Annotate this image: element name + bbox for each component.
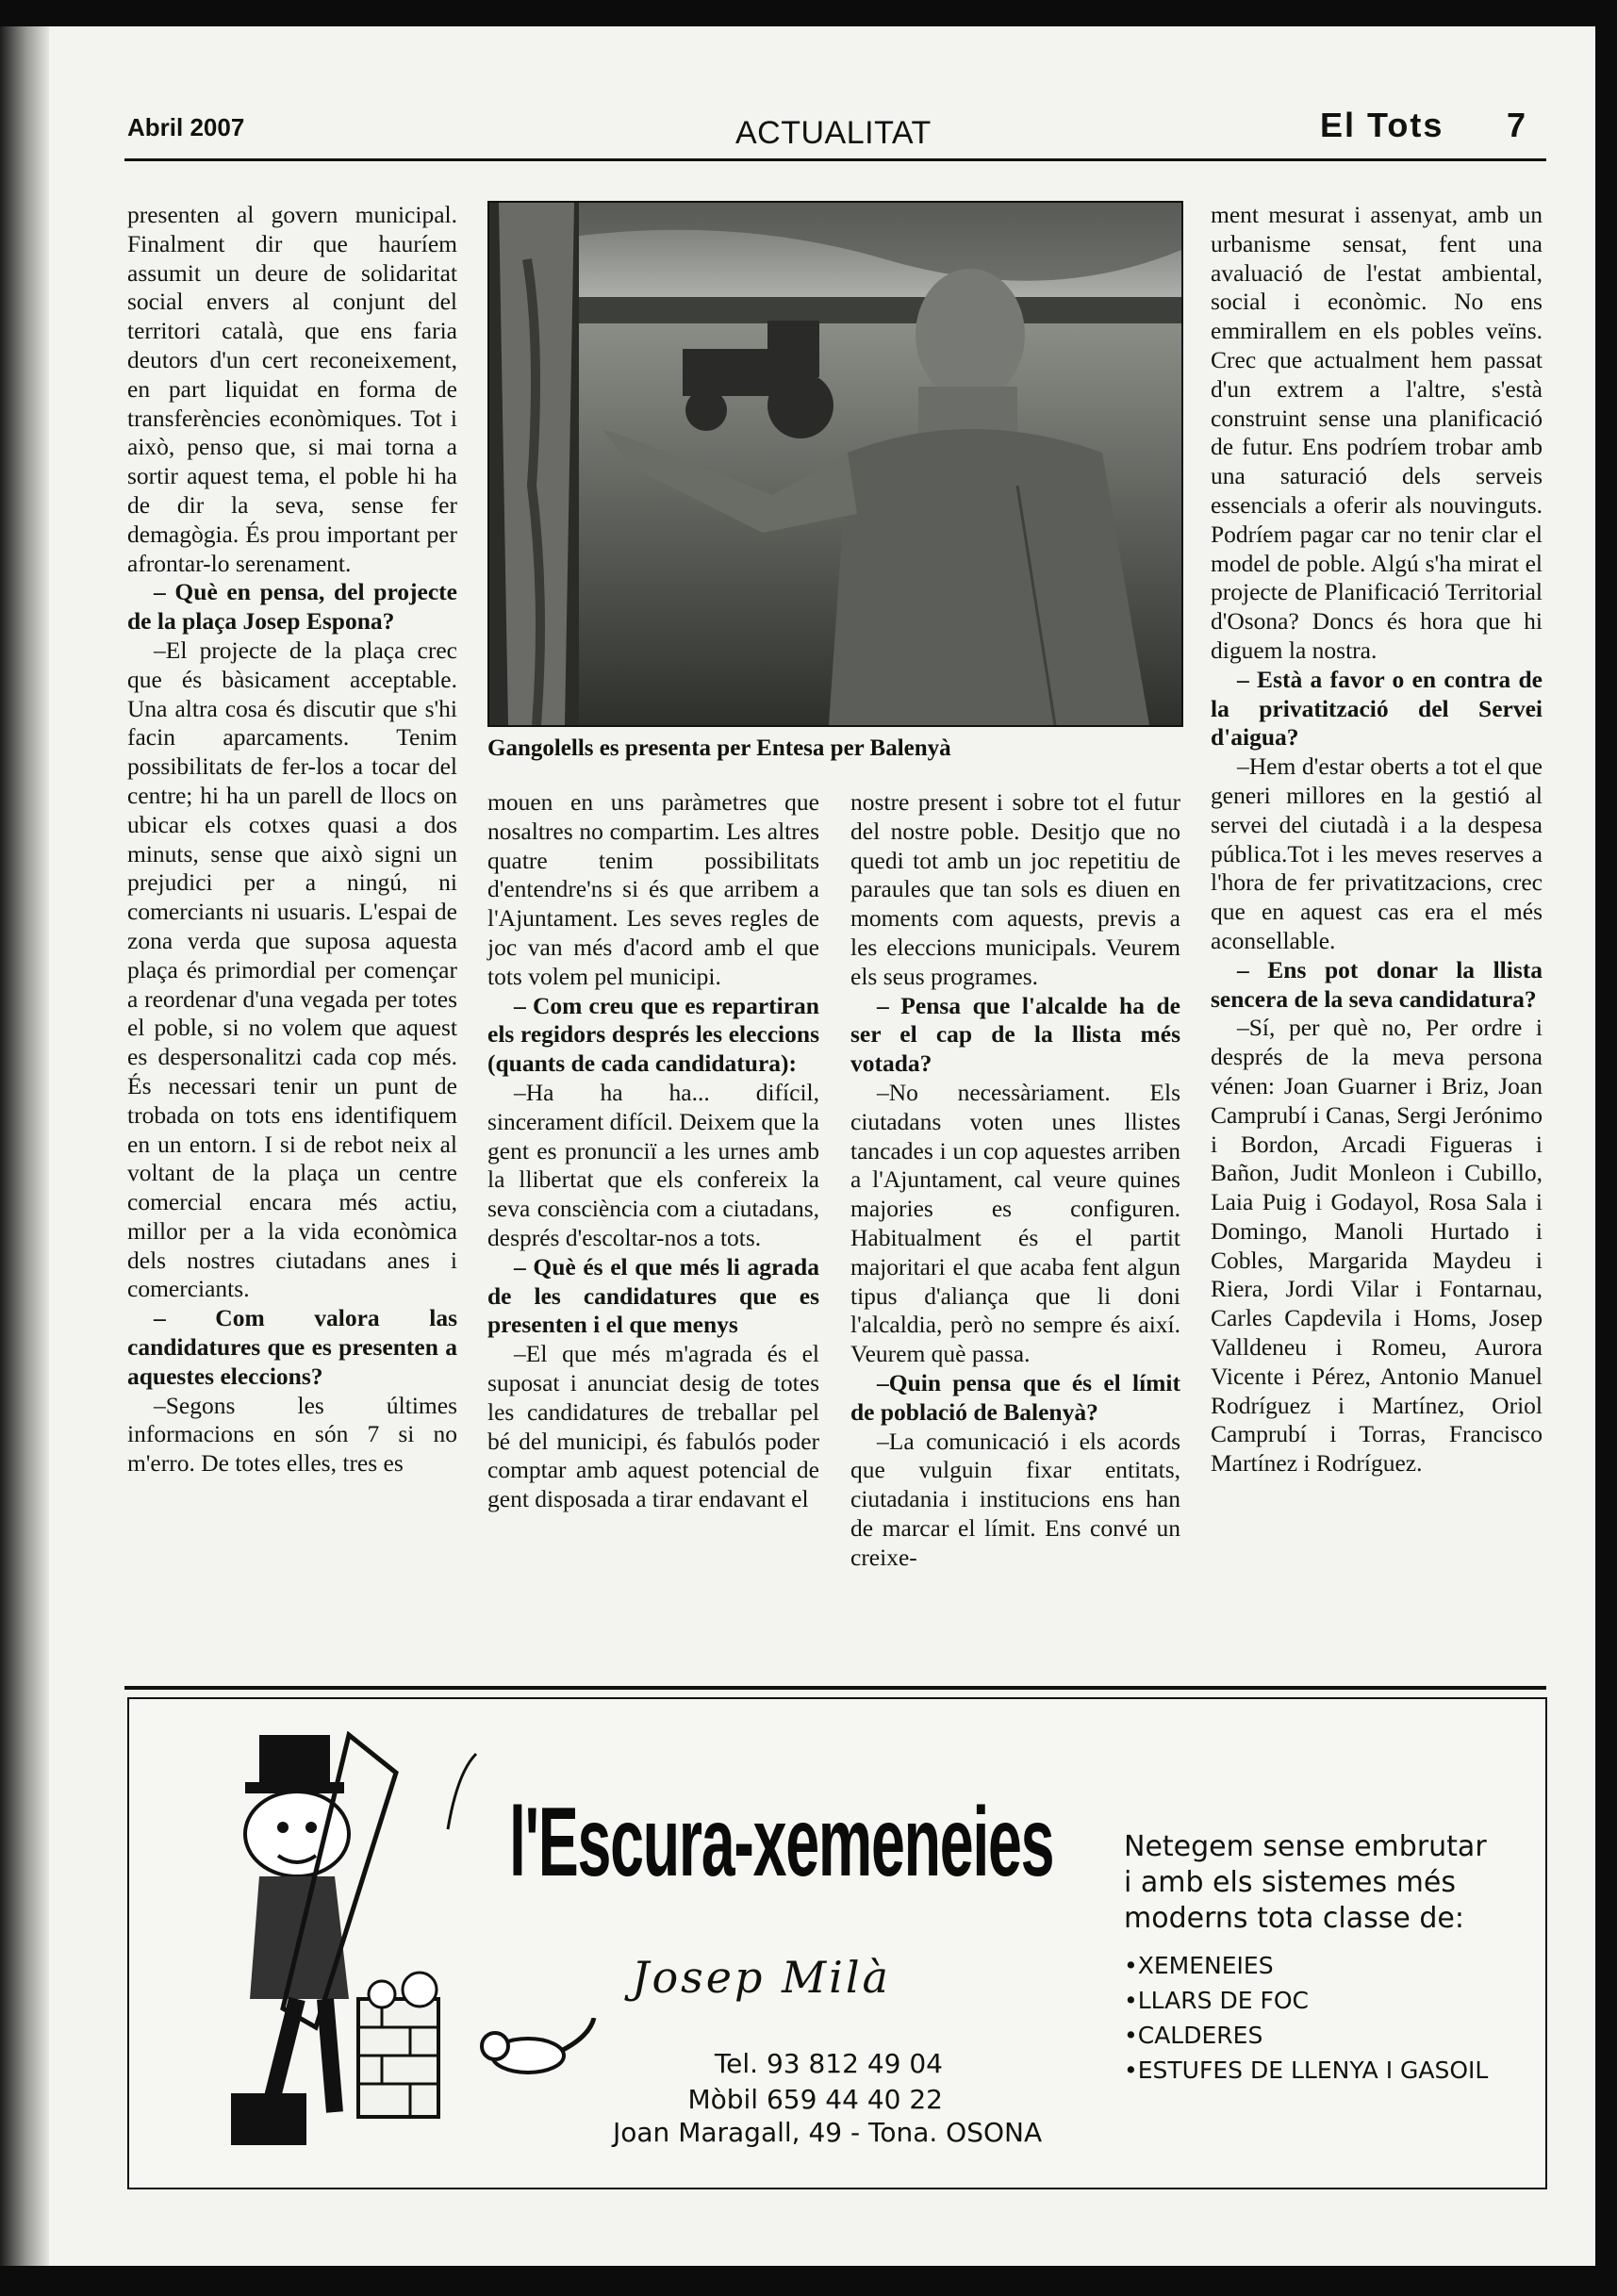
article-paragraph: –El projecte de la plaça crec que és bàsicament acceptable. Una altra cosa és discutir que s'hi facin aparcaments. Tenim possibilitats de fer-los a tocar del centre; hi ha un parell de llocs on ubicar els cotxes quasi a dos minuts, sense que això signi un prejudici per a ningú, ni comerciants ni usuaris. L'espai de zona verda que suposa aquesta plaça és primordial per començar a reordenar d'una vegada per totes el poble, si no volem que aquest es despersonalitzi cada cop més. És necessari tenir un punt de trobada on tots ens identifiquem en un entorn. I si de rebot neix al voltant de la plaça un centre comercial encara més actiu, millor per a la vida econòmica dels nostres ciutadans anes i comerciants. [127, 636, 457, 1303]
header-date: Abril 2007 [127, 113, 245, 141]
header-publication: El Tots [1320, 106, 1444, 144]
ad-telephone: Tel. 93 812 49 04 [714, 2048, 943, 2079]
ad-services-list [1124, 1948, 1488, 2088]
article-column-4 [1211, 201, 1543, 1478]
interview-question: – Com creu que es repartiran els regidors després les eleccions (quants de cada candidatura): [487, 991, 819, 1078]
ad-tagline [1124, 1829, 1487, 1937]
ad-service-item: • CALDERES [1124, 2018, 1488, 2053]
article-paragraph: ment mesurat i assenyat, amb un urbanisme sensat, fent una avaluació de l'estat ambiental, social i econòmic. No ens emmirallem en els pobles veïns. Crec que actualment hem passat d'un extrem a l'altre, s'està construint sense una planificació de futur. Ens podríem trobar amb una saturació dels serveis essencials a oferir als nouvinguts. Podríem pagar car no tenir clar el model de poble. Algú s'ha mirat el projecte de Planificació Territorial d'Osona? Doncs és hora que hi diguem la nostra. [1211, 201, 1543, 664]
photo-caption: Gangolells es presenta per Entesa per Balenyà [487, 735, 951, 761]
interview-question: – Ens pot donar la llista sencera de la seva candidatura? [1211, 955, 1543, 1013]
ad-signature: Josep Milà [632, 1952, 891, 2003]
article-column-2 [487, 788, 819, 1514]
ad-service-item: • ESTUFES DE LLENYA I GASOIL [1124, 2053, 1488, 2088]
header-page-number: 7 [1507, 106, 1526, 144]
interview-question: – Pensa que l'alcalde ha de ser el cap de la llista més votada? [850, 991, 1180, 1078]
ad-tagline-line-1: Netegem sense embrutar [1124, 1830, 1487, 1863]
photo-illustration [489, 203, 1181, 725]
article-paragraph: –Hem d'estar oberts a tot el que generi millores en la gestió al servei del ciutadà i a la despesa pública.Tot i les meves reserves a l'hora de fer privatitzacions, crec que en aquest cas era el més aconsellable. [1211, 752, 1543, 954]
article-paragraph: mouen en uns paràmetres que nosaltres no compartim. Les altres quatre tenim possibilitats d'entendre'ns si és que arribem a l'Ajuntament. Les seves regles de joc van més d'acord amb el que tots volem pel municipi. [487, 788, 819, 990]
article-column-1 [127, 201, 457, 1478]
article-paragraph: nostre present i sobre tot el futur del nostre poble. Desitjo que no quedi tot amb un joc repetitiu de paraules que tan sols es diuen en moments com aquests, previs a les eleccions municipals. Veurem els seus programes. [850, 788, 1180, 990]
interview-question: – Està a favor o en contra de la privatització del Servei d'aigua? [1211, 665, 1543, 752]
interview-question: –Quin pensa que és el límit de població de Balenyà? [850, 1368, 1180, 1426]
article-paragraph: –El que més m'agrada és el suposat i anunciat desig de totes les candidatures de treballar pel bé del municipi, és fabulós poder comptar amb aquest potencial de gent disposada a tirar endavant el [487, 1340, 819, 1513]
article-paragraph: presenten al govern municipal. Finalment dir que hauríem assumit un deure de solidaritat social envers al conjunt del territori català, que ens faria deutors d'un cert reconeixement, en part liquidat en forma de transferències econòmiques. Tot i això, penso que, si mai torna a sortir aquest tema, el poble hi ha de dir la seva, sense fer demagògia. És prou important per afrontar-lo serenament. [127, 201, 457, 577]
interview-question: – Què en pensa, del projecte de la plaça Josep Espona? [127, 578, 457, 636]
ad-tagline-line-3: moderns tota classe de: [1124, 1902, 1464, 1935]
article-column-3 [850, 788, 1180, 1573]
ad-service-item: • XEMENEIES [1124, 1948, 1488, 1983]
interview-question: – Com valora las candidatures que es presenten a aquestes eleccions? [127, 1304, 457, 1390]
ad-address: Joan Maragall, 49 - Tona. OSONA [613, 2117, 1043, 2148]
interview-question: – Què és el que més li agrada de les candidatures que es presenten i el que menys [487, 1252, 819, 1339]
ad-tagline-line-2: i amb els sistemes més [1124, 1866, 1456, 1899]
header-rule [124, 158, 1546, 161]
ad-top-rule [124, 1686, 1546, 1690]
ad-business-name: l'Escura-xemeneies [509, 1788, 1054, 1897]
ad-service-item: • LLARS DE FOC [1124, 1983, 1488, 2018]
article-paragraph: –Sí, per què no, Per ordre i després de la meva persona vénen: Joan Guarner i Briz, Joan Camprubí i Canas, Sergi Jerónimo i Bordon, Arcadi Figueras i Bañon, Judit Monleon i Cubillo, Laia Puig i Godayol, Rosa Sala i Domingo, Manoli Hurtado i Cobles, Margarida Maydeu i Riera, Jordi Vilar i Fontarnau, Carles Capdevila i Homs, Josep Valldeneu i Romeu, Aurora Vicente i Pérez, Antonio Manuel Rodríguez i Martínez, Oriol Camprubí i Torras, Francisco Martínez i Rodríguez. [1211, 1014, 1543, 1478]
ad-phone-block [566, 2046, 943, 2118]
article-paragraph: –La comunicació i els acords que vulguin fixar entitats, ciutadania i institucions ens han de marcar el límit. Ens convé un creixe- [850, 1427, 1180, 1571]
chimney-sweep-illustration [193, 1716, 495, 2159]
article-paragraph: –No necessàriament. Els ciutadans voten unes llistes tancades i un cop aquestes arriben a l'Ajuntament, cal veure quines majories es configuren. Habitualment és el partit majoritari el que acaba fent algun tipus d'aliança que li doni l'alcaldia, però no sempre és així. Veurem què passa. [850, 1078, 1180, 1368]
article-paragraph: –Segons les últimes informacions en són 7 si no m'erro. De totes elles, tres es [127, 1391, 457, 1478]
portrait-photo [487, 201, 1183, 727]
binding-gutter [0, 26, 49, 2266]
header-section: ACTUALITAT [735, 115, 932, 151]
article-paragraph: –Ha ha ha... difícil, sincerament difícil. Deixem que la gent es pronunciï a les urnes amb la llibertat que els confereix la seva consciència com a ciutadans, després d'escoltar-nos a tots. [487, 1078, 819, 1251]
ad-mobile: Mòbil 659 44 40 22 [687, 2084, 943, 2115]
